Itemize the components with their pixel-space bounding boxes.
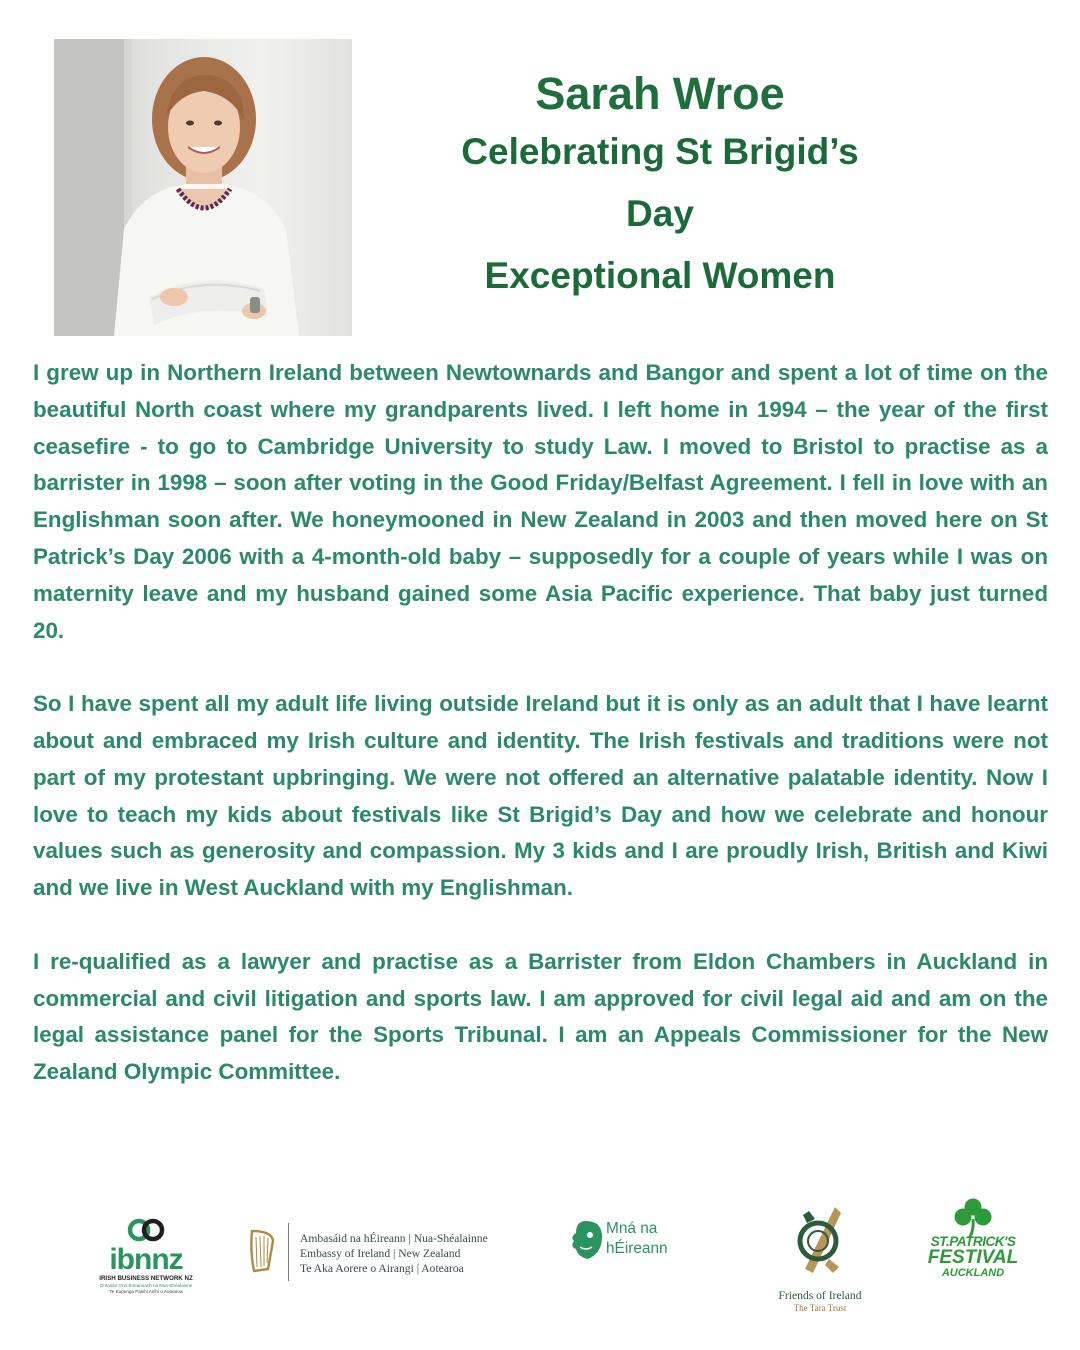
portrait-photo: [54, 39, 352, 336]
embassy-line-2: Embassy of Ireland | New Zealand: [300, 1247, 461, 1260]
spf-line-1: ST.PATRICK'S: [930, 1234, 1016, 1249]
st-patricks-festival-logo: [920, 1197, 1026, 1283]
friends-of-ireland-logo: [770, 1203, 870, 1315]
ibnnz-line-1: IRISH BUSINESS NETWORK NZ: [99, 1275, 193, 1282]
embassy-text: [300, 1231, 488, 1276]
article-body: [33, 355, 1048, 1128]
embassy-divider: [288, 1223, 289, 1281]
mna-text: [606, 1219, 668, 1259]
ibnnz-logo: [96, 1217, 196, 1297]
mna-na-heireann-logo: [568, 1217, 688, 1267]
ibnnz-wordmark: ibnnz: [109, 1243, 183, 1276]
spf-line-3: AUCKLAND: [941, 1267, 1005, 1279]
ibnnz-line-3: Te Kupenga Pakihi Airihi o Aotearoa: [109, 1289, 183, 1294]
mna-line-1: Mná na: [606, 1220, 658, 1237]
subtitle-line-1: Celebrating St Brigid’s: [461, 131, 859, 172]
foi-line-1: Friends of Ireland: [778, 1289, 862, 1302]
celtic-emblem-icon: [785, 1203, 855, 1277]
embassy-line-1: Ambasáid na hÉireann | Nua-Shéalainne: [300, 1232, 488, 1245]
paragraph-3: I re-qualified as a lawyer and practise as a Barrister from Eldon Chambers in Auckland in commercial and civil litigation and sports law. I am approved for civil legal aid and am on the legal assistance panel for the Sports Tribunal. I am an Appeals Commissioner for the New Zealand Olympic Committee.: [33, 948, 1048, 1085]
foi-line-2: The Tara Trust: [793, 1303, 847, 1313]
person-name: Sarah Wroe: [535, 68, 785, 119]
subtitle-line-2: Day: [626, 193, 694, 234]
mna-line-2: hÉireann: [606, 1240, 668, 1257]
subtitle-line-3: Exceptional Women: [484, 255, 836, 296]
spf-line-2: FESTIVAL: [927, 1247, 1019, 1268]
shamrock-icon: [950, 1197, 996, 1237]
embassy-line-3: Te Aka Aorere o Airangi | Aotearoa: [300, 1262, 464, 1275]
sponsor-logos: [0, 1195, 1080, 1315]
embassy-logo: [246, 1223, 516, 1283]
paragraph-2: So I have spent all my adult life living outside Ireland but it is only as an adult that I have learnt about and embraced my Irish culture and identity. The Irish festivals and traditions were not part of my protestant upbringing. We were not offered an alternative palatable identity. Now I love to teach my kids about festivals like St Brigid’s Day and how we celebrate and honour values such as generosity and compassion. My 3 kids and I are proudly Irish, British and Kiwi and we live in West Auckland with my Englishman.: [33, 691, 1048, 901]
woman-profile-icon: [568, 1217, 606, 1261]
interlocking-rings-icon: [126, 1217, 166, 1243]
paragraph-1: I grew up in Northern Ireland between Newtownards and Bangor and spent a lot of time on the beautiful North coast where my grandparents lived. I left home in 1994 – the year of the first ceasefire - to go to Cambridge University to study Law. I moved to Bristol to practise as a barrister in 1998 – soon after voting in the Good Friday/Belfast Agreement. I fell in love with an Englishman soon after. We honeymooned in New Zealand in 2003 and then moved here on St Patrick’s Day 2006 with a 4-month-old baby – supposedly for a couple of years while I was on maternity leave and my husband gained some Asia Pacific experience. That baby just turned 20.: [33, 360, 1048, 643]
ibnnz-line-2: Gréasán Gnó Éireannach na Nua-Shéalainne: [99, 1283, 193, 1288]
harp-icon: [246, 1229, 276, 1273]
heading-block: [400, 68, 920, 306]
